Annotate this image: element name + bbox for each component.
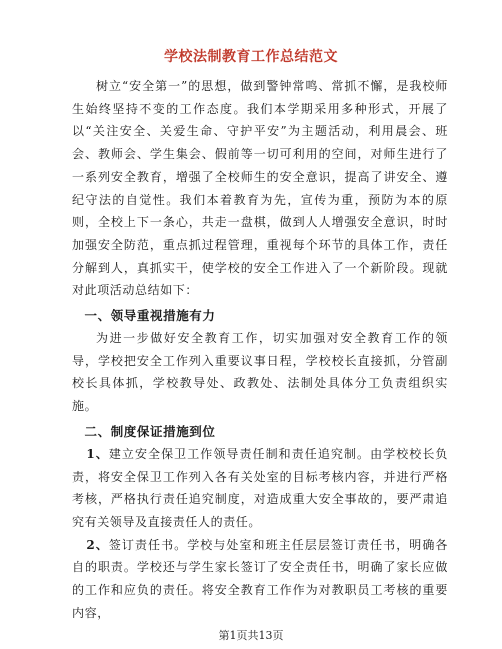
item-2-text: 签订责任书。学校与处室和班主任层层签订责任书，明确各自的职责。学校还与学生家长签订了安全责任书，明确了家长应做的工作和应负的责任。将安全教育工作作为对教职员工考核的重要内容， bbox=[72, 537, 448, 620]
item-2-paragraph bbox=[72, 534, 448, 625]
document-title: 学校法制教育工作总结范文 bbox=[164, 49, 338, 65]
item-1-text: 建立安全保卫工作领导责任制和责任追究制。由学校校长负责，将安全保卫工作列入各有关处室的目标考核内容，并进行严格考核，严格执行责任追究制度，对造成重大安全事故的，要严肃追究有关领导及直接责任人的责任。 bbox=[72, 446, 448, 529]
section-1-heading: 一、领导重视措施有力 bbox=[84, 308, 216, 324]
item-1-paragraph bbox=[72, 443, 448, 534]
intro-paragraph: 树立“安全第一”的思想，做到警钟常鸣、常抓不懈，是我校师生始终坚持不变的工作态度。我们本学期采用多种形式，开展了以“关注安全、关爱生命、守护平安”为主题活动，利用晨会、班会、教师会、学生集会、假前等一切可利用的空间，对师生进行了一系列安全教育，增强了全校师生的安全意识，提高了讲安全、遵纪守法的自觉性。我们本着教育为先，宣传为重，预防为本的原则，全校上下一条心，共走一盘棋，做到人人增强安全意识，时时加强安全防范，重点抓过程管理，重视每个环节的具体工作，责任分解到人，真抓实干，使学校的安全工作进入了一个新阶段。现就对此项活动总结如下： bbox=[72, 79, 448, 298]
section-1-paragraph: 为进一步做好安全教育工作，切实加强对安全教育工作的领导，学校把安全工作列入重要议事日程，学校校长直接抓，分管副校长具体抓，学校教导处、政教处、法制处具体分工负责组织实施。 bbox=[72, 331, 448, 414]
section-2-heading: 二、制度保证措施到位 bbox=[84, 423, 216, 439]
page-number-footer: 第1页共13页 bbox=[218, 629, 284, 642]
item-2-number: 2、 bbox=[86, 537, 109, 552]
document-body bbox=[72, 75, 448, 624]
item-1-number: 1、 bbox=[86, 446, 109, 461]
